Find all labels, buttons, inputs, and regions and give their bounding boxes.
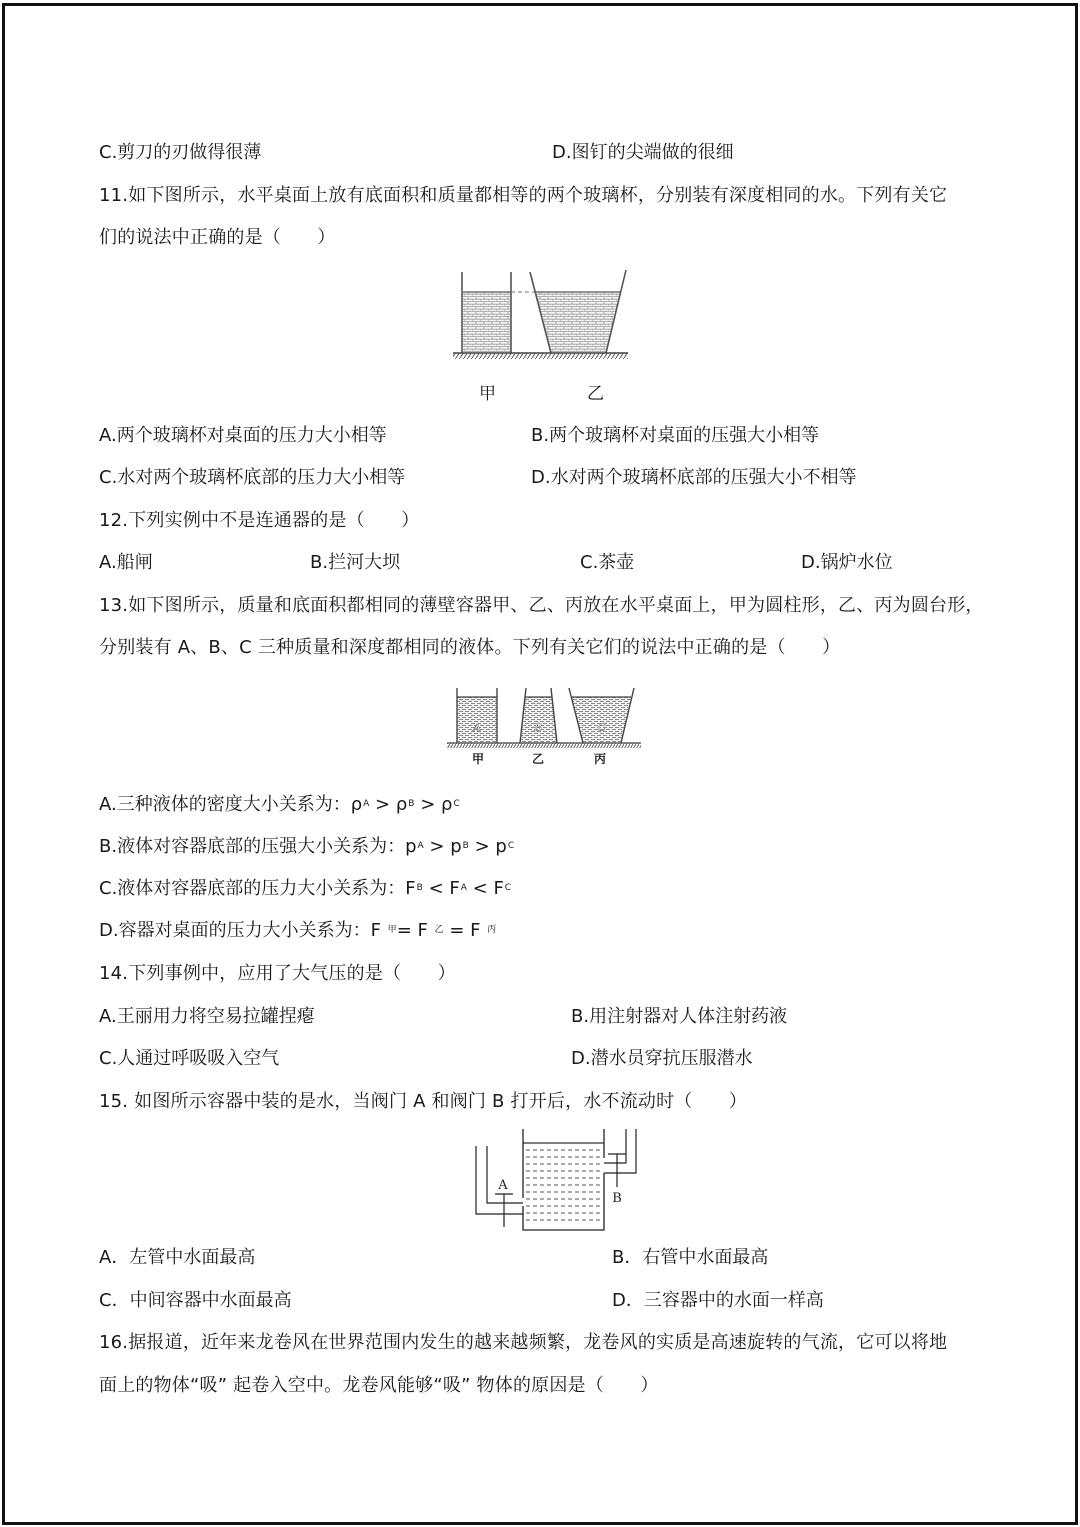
q12-stem: 12.下列实例中不是连通器的是（ ） bbox=[99, 510, 420, 531]
q11-stem-line1: 11.如下图所示，水平桌面上放有底面积和质量都相等的两个玻璃杯，分别装有深度相同的水。下列有关它 bbox=[99, 185, 948, 206]
q11-stem-line2: 们的说法中正确的是（ ） bbox=[99, 227, 336, 248]
svg-text:C: C bbox=[597, 721, 607, 734]
q13-figure-label-jia: 甲 bbox=[472, 752, 485, 766]
svg-text:B: B bbox=[533, 721, 543, 734]
q11-option-a: A.两个玻璃杯对桌面的压力大小相等 bbox=[99, 425, 387, 446]
q14-option-d: D.潜水员穿抗压服潜水 bbox=[571, 1048, 753, 1069]
svg-text:A: A bbox=[498, 1178, 508, 1193]
q16-stem-line2: 面上的物体“吸” 起卷入空中。龙卷风能够“吸” 物体的原因是（ ） bbox=[99, 1375, 659, 1396]
q12-option-d: D.锅炉水位 bbox=[801, 552, 893, 573]
q13-figure-label-bing: 丙 bbox=[594, 752, 607, 766]
q11-option-b: B.两个玻璃杯对桌面的压强大小相等 bbox=[531, 425, 820, 446]
q14-option-a: A.王丽用力将空易拉罐捏瘪 bbox=[99, 1006, 315, 1027]
q16-stem-line1: 16.据报道，近年来龙卷风在世界范围内发生的越来越频繁，龙卷风的实质是高速旋转的气流，它可以将地 bbox=[99, 1332, 948, 1353]
q13-stem-line1: 13.如下图所示，质量和底面积都相同的薄壁容器甲、乙、丙放在水平桌面上，甲为圆柱形，乙、丙为圆台形， bbox=[99, 595, 984, 616]
q15-option-d: D．三容器中的水面一样高 bbox=[612, 1290, 824, 1311]
svg-text:A: A bbox=[473, 721, 481, 734]
q14-option-c: C.人通过呼吸吸入空气 bbox=[99, 1048, 280, 1069]
q13-option-d: D.容器对桌面的压力大小关系为：F $_甲$= F $_乙$ = F $_丙$ bbox=[99, 920, 497, 941]
q13-option-a: A.三种液体的密度大小关系为：$\rho_A > \rho_B > \rho_C$ bbox=[99, 794, 460, 815]
q15-figure-valves-container bbox=[470, 1126, 650, 1238]
q12-option-c: C.茶壶 bbox=[580, 552, 635, 573]
q15-option-c: C．中间容器中水面最高 bbox=[99, 1290, 292, 1311]
q13-stem-line2: 分别装有 A、B、C 三种质量和深度都相同的液体。下列有关它们的说法中正确的是（ ） bbox=[99, 637, 841, 658]
q11-figure-label-jia: 甲 bbox=[479, 384, 496, 404]
q10-option-d: D.图钉的尖端做的很细 bbox=[552, 142, 734, 163]
q13-figure-label-yi: 乙 bbox=[532, 752, 545, 766]
q15-option-a: A．左管中水面最高 bbox=[99, 1247, 256, 1268]
q11-option-c: C.水对两个玻璃杯底部的压力大小相等 bbox=[99, 467, 406, 488]
q11-option-d: D.水对两个玻璃杯底部的压强大小不相等 bbox=[531, 467, 857, 488]
q10-option-c: C.剪刀的刃做得很薄 bbox=[99, 142, 262, 163]
q11-figure-two-glasses bbox=[448, 262, 638, 362]
q14-stem: 14.下列事例中，应用了大气压的是（ ） bbox=[99, 963, 456, 984]
q15-stem: 15. 如图所示容器中装的是水，当阀门 A 和阀门 B 打开后，水不流动时（ ） bbox=[99, 1091, 748, 1112]
q11-figure-label-yi: 乙 bbox=[587, 384, 604, 404]
q15-option-b: B．右管中水面最高 bbox=[612, 1247, 769, 1268]
q13-option-c: C.液体对容器底部的压力大小关系为：$F_B < F_A < F_C$ bbox=[99, 878, 512, 899]
q14-option-b: B.用注射器对人体注射药液 bbox=[571, 1006, 788, 1027]
q12-option-a: A.船闸 bbox=[99, 552, 153, 573]
q13-option-b: B.液体对容器底部的压强大小关系为：$p_A > p_B > p_C$ bbox=[99, 836, 515, 857]
svg-text:B: B bbox=[612, 1191, 622, 1206]
q12-option-b: B.拦河大坝 bbox=[310, 552, 401, 573]
